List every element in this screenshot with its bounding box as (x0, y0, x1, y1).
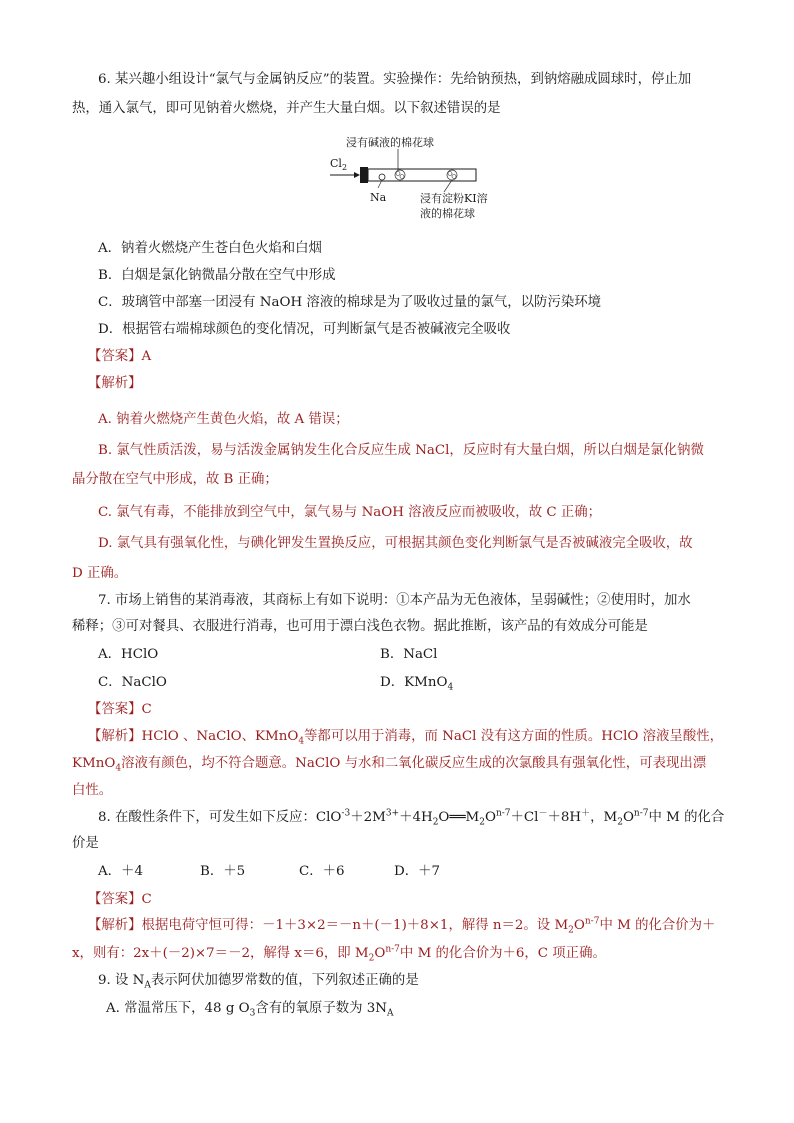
q6-option-c: C．玻璃管中部塞一团浸有 NaOH 溶液的棉球是为了吸收过量的氯气，以防污染环境 (98, 295, 602, 310)
q8-stem-line2: 价是 (72, 836, 99, 851)
q7-stem-line1: 7. 市场上销售的某消毒液，其商标上有如下说明：①本产品为无色液体，呈弱碱性；②使用时，加水 (98, 593, 691, 608)
cotton-ball-right (447, 170, 457, 180)
q6-stem-line1: 6. 某兴趣小组设计“氯气与金属钠反应”的装置。实验操作：先给钠预热，到钠熔融成圆球时，停止加 (98, 72, 692, 87)
q7-option-c: C．NaClO (98, 675, 167, 690)
q6-explain-a: A. 钠着火燃烧产生黄色火焰，故 A 错误； (98, 412, 349, 427)
apparatus-diagram (328, 134, 508, 226)
label-starch-ki-1: 浸有淀粉KI溶 (420, 192, 488, 205)
q8-explain-line1: 【解析】根据电荷守恒可得：－1＋3×2＝－n＋(－1)＋8×1，解得 n＝2。设 $M_2O^{n-7}$中 M 的化合价为＋ (88, 916, 716, 936)
q9-option-a: A. 常温常压下，48 g $O_3$含有的氧原子数为 $3N_A$ (106, 1001, 394, 1019)
q6-stem-line2: 热，通入氯气，即可见钠着火燃烧，并产生大量白烟。以下叙述错误的是 (72, 101, 501, 116)
q8-answer: 【答案】C (88, 892, 152, 907)
q6-explain-c: C. 氯气有毒，不能排放到空气中，氯气易与 NaOH 溶液反应而被吸收，故 C 正确； (98, 505, 602, 520)
label-alkali-cotton: 浸有碱液的棉花球 (346, 136, 434, 149)
sodium-ball (379, 174, 385, 180)
q7-stem-line2: 稀释；③可对餐具、衣服进行消毒，也可用于漂白浅色衣物。据此推断，该产品的有效成分可能是 (72, 619, 648, 634)
q7-explain-line2: KMnO$_4$溶液有颜色，均不符合题意。NaClO 与水和二氧化碳反应生成的次氯酸具有强氧化性，可表现出漂 (72, 756, 707, 774)
q6-answer: 【答案】A (88, 349, 152, 364)
q6-explain-b2: 晶分散在空气中形成，故 B 正确； (72, 472, 278, 487)
q6-analysis-head: 【解析】 (88, 376, 142, 391)
label-starch-ki-2: 液的棉花球 (420, 207, 475, 220)
q7-explain-line3: 白性。 (72, 783, 113, 798)
rubber-stopper (360, 167, 368, 183)
q8-stem-line1: 8. 在酸性条件下，可发生如下反应：$ClO^{-3}+2M^{3+}+4H_2O══M_2O^{n-7}+Cl^-+8H^+$，$M_2O^{n-7}$中 M 的化合 (98, 808, 725, 828)
q6-option-d: D．根据管右端棉球颜色的变化情况，可判断氯气是否被碱液完全吸收 (98, 322, 511, 337)
q7-option-d: D．KMnO$_4$ (380, 675, 454, 693)
q6-explain-d1: D. 氯气具有强氧化性，与碘化钾发生置换反应，可根据其颜色变化判断氯气是否被碱液完全吸收，故 (98, 536, 693, 551)
q8-option-c: C．＋6 (299, 864, 345, 879)
q7-option-a: A．HClO (98, 647, 159, 662)
q7-option-b: B．NaCl (380, 647, 438, 662)
label-na: Na (370, 191, 387, 204)
q8-option-d: D．＋7 (394, 864, 441, 879)
q9-stem: 9. 设 $N_A$表示阿伏加德罗常数的值，下列叙述正确的是 (98, 973, 419, 991)
q8-option-b: B．＋5 (200, 864, 246, 879)
q8-option-a: A．＋4 (98, 864, 143, 879)
q6-explain-b1: B. 氯气性质活泼，易与活泼金属钠发生化合反应生成 NaCl，反应时有大量白烟，所以白烟是氯化钠微 (98, 443, 704, 458)
label-cl2: $Cl_2$ (330, 157, 348, 172)
q7-explain-line1: 【解析】HClO 、NaClO、KMnO$_4$等都可以用于消毒，而 NaCl 没有这方面的性质。HClO 溶液呈酸性， (88, 729, 723, 747)
cotton-ball-middle (395, 170, 405, 180)
q7-answer: 【答案】C (88, 702, 152, 717)
q6-option-a: A．钠着火燃烧产生苍白色火焰和白烟 (98, 241, 322, 256)
q6-option-b: B．白烟是氯化钠微晶分散在空气中形成 (98, 268, 336, 283)
q6-explain-d2: D 正确。 (72, 566, 128, 581)
q8-explain-line2: x，则有：2x＋(－2)×7＝－2，解得 x＝6，即 $M_2O^{n-7}$中 M 的化合价为＋6，C 项正确。 (72, 944, 606, 964)
